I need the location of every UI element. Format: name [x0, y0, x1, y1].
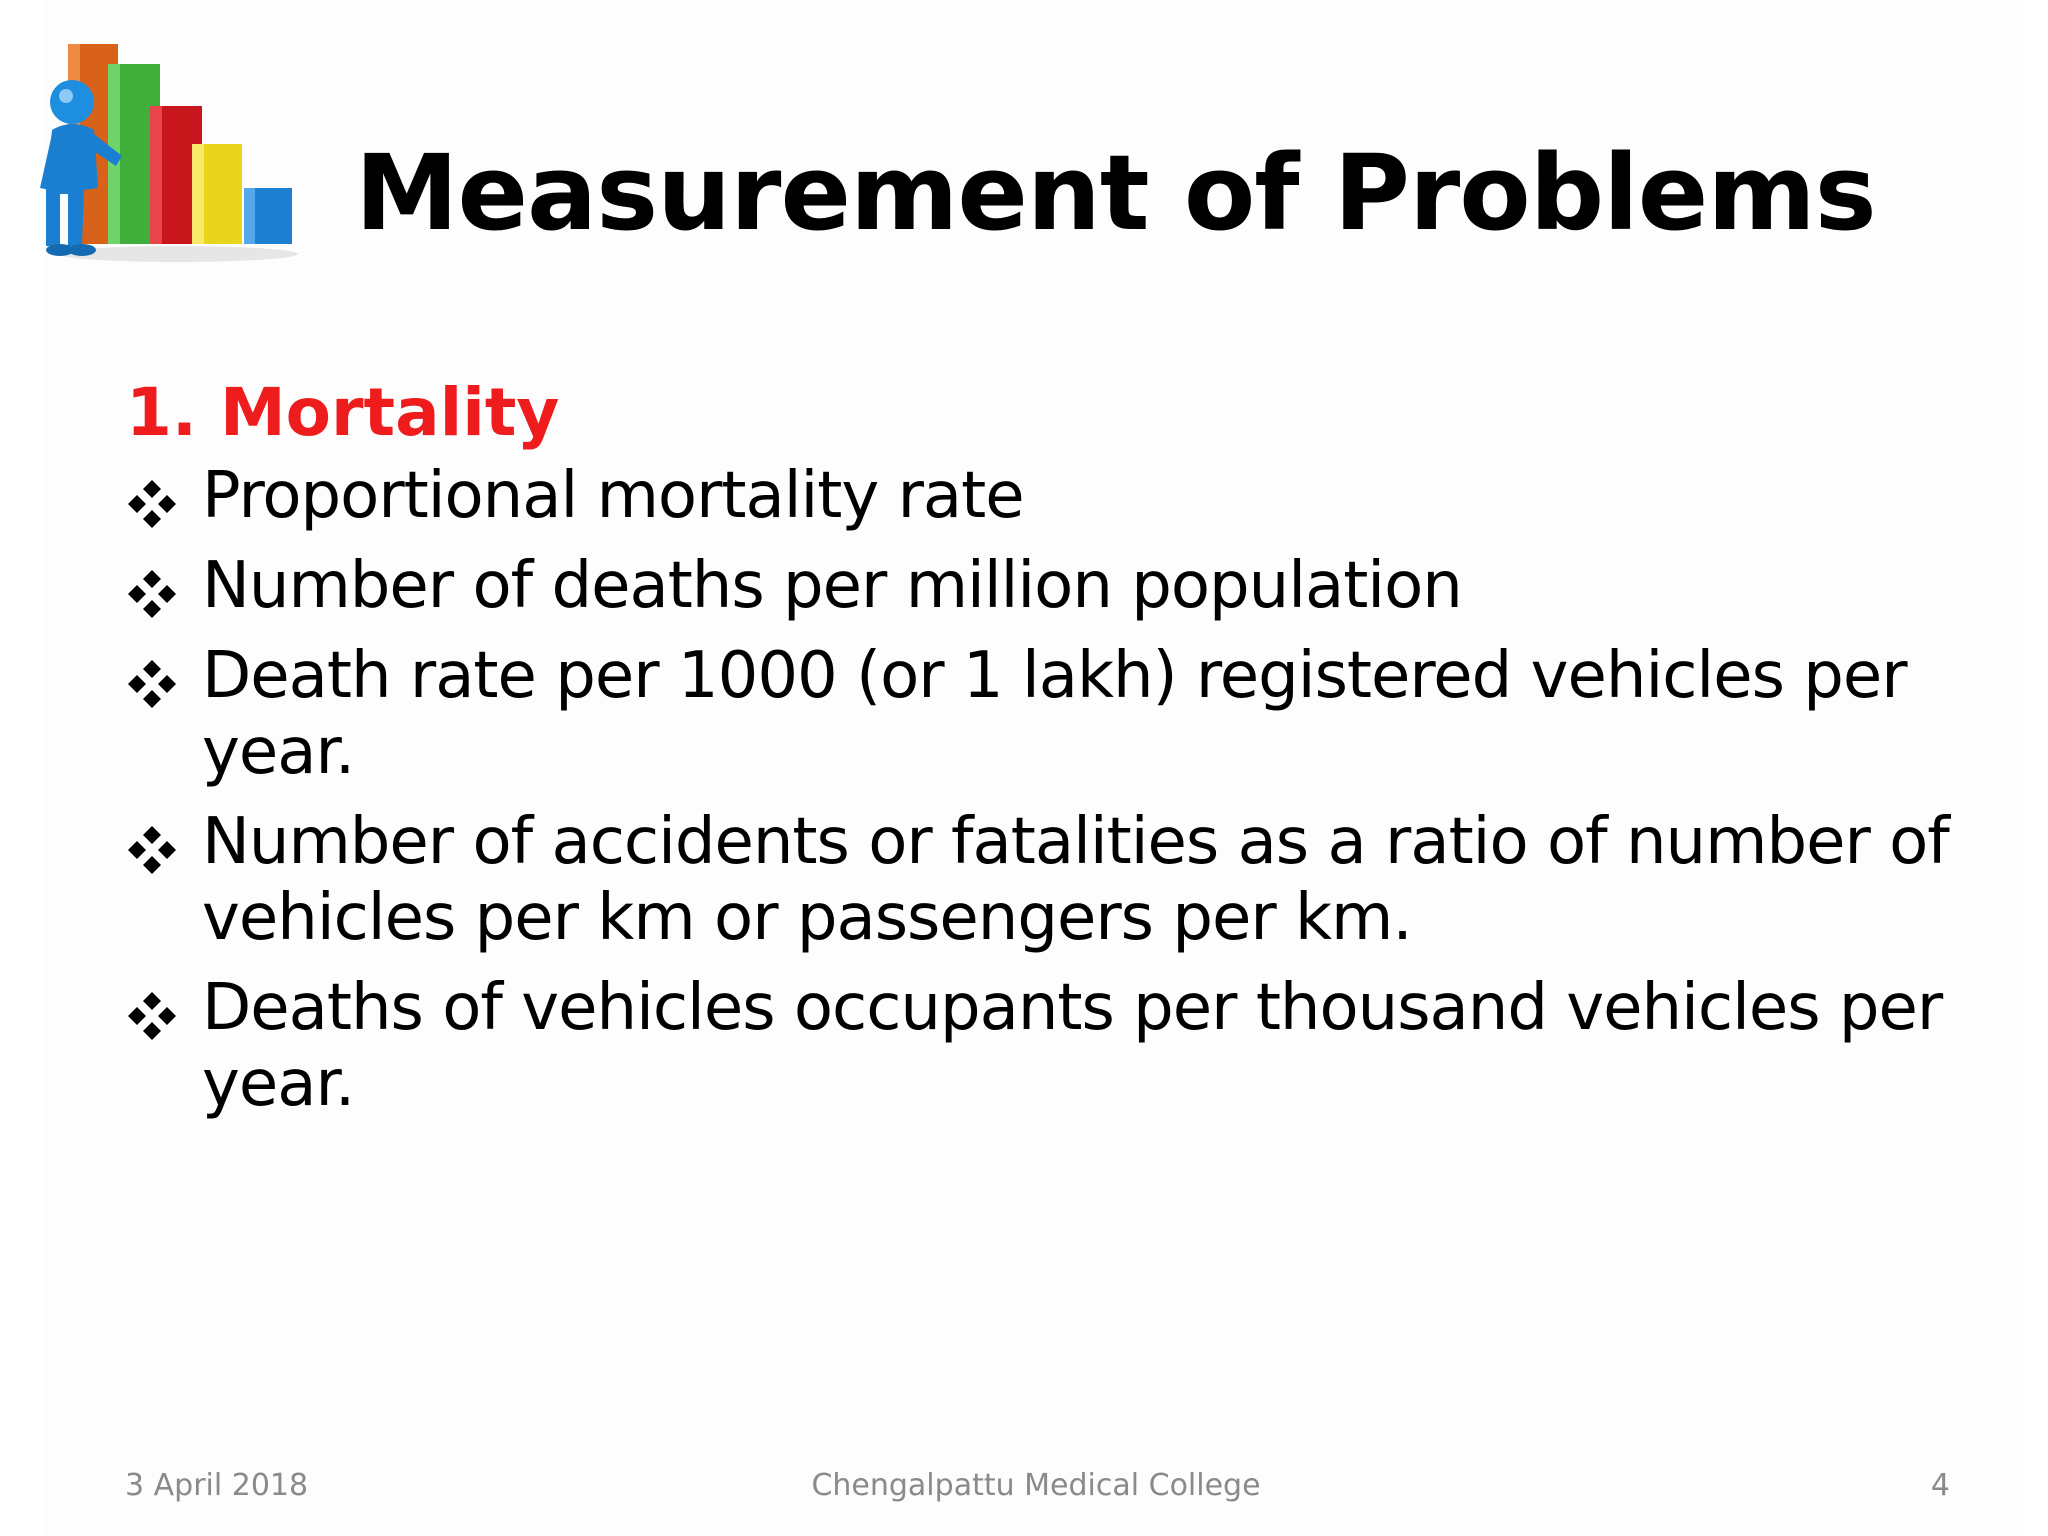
bullet-text: Proportional mortality rate: [202, 459, 1024, 533]
four-diamond-bullet-icon: [126, 568, 178, 620]
footer-institution: Chengalpattu Medical College: [811, 1468, 1261, 1503]
bullet-text: Number of accidents or fatalities as a ratio of number of vehicles per km or passengers per km.: [202, 805, 1949, 955]
bullet-list: [126, 458, 1956, 1122]
four-diamond-bullet-icon: [126, 658, 178, 710]
bullet-item: [126, 548, 1956, 624]
section-heading: 1. Mortality: [126, 374, 560, 451]
bullet-item: [126, 970, 1956, 1122]
four-diamond-bullet-icon: [126, 478, 178, 530]
bullet-item: [126, 638, 1956, 790]
four-diamond-bullet-icon: [126, 824, 178, 876]
bar-chart-figure-icon: [38, 38, 300, 264]
four-diamond-bullet-icon: [126, 990, 178, 1042]
footer-date: 3 April 2018: [125, 1468, 309, 1503]
slide-content: [126, 370, 1956, 1136]
bullet-item: [126, 458, 1956, 534]
slide-title: Measurement of Problems: [355, 132, 1876, 254]
page-number: 4: [1930, 1468, 1950, 1503]
bullet-text: Number of deaths per million population: [202, 549, 1462, 623]
bullet-item: [126, 804, 1956, 956]
bullet-text: Death rate per 1000 (or 1 lakh) registered vehicles per year.: [202, 639, 1907, 789]
bullet-text: Deaths of vehicles occupants per thousand vehicles per year.: [202, 971, 1943, 1121]
